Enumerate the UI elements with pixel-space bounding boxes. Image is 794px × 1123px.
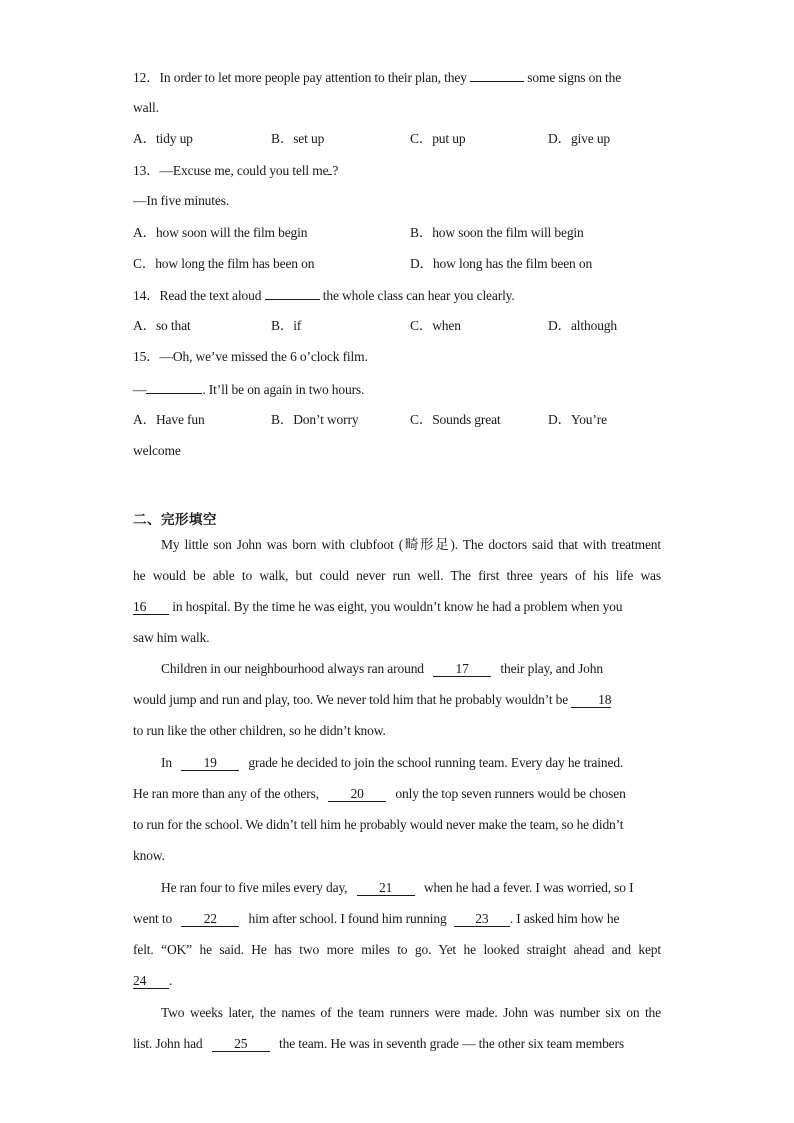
passage-line: felt. “OK” he said. He has two more miles to go. Yet he looked straight ahead and kept [133,942,661,957]
q13-option-a[interactable]: A．how soon will the film begin [133,225,308,240]
q12-stem-tail: some signs on the [527,70,622,85]
q12-option-b[interactable]: B．set up [271,131,325,146]
blank-23[interactable]: 23 [454,911,510,927]
passage-text: He ran four to five miles every day, [161,880,348,895]
q14-option-a[interactable]: A．so that [133,318,191,333]
q15-option-d-line2: welcome [133,443,181,458]
cloze-passage [133,0,661,1123]
passage-text: . I asked him how he [509,911,620,926]
passage-text: only the top seven runners would be chosen [395,786,626,801]
section-title: 二、完形填空 [133,512,217,528]
passage-line [133,879,661,897]
passage-line [133,754,661,772]
q15-option-a[interactable]: A．Have fun [133,412,205,427]
q12-option-c[interactable]: C．put up [410,131,466,146]
q12-stem-text: 12．In order to let more people pay attention to their plan, they [133,70,467,85]
q13-option-b[interactable]: B．how soon the film will begin [410,225,584,240]
passage-line: Two weeks later, the names of the team runners were made. John was number six on the [161,1005,661,1020]
blank-17[interactable]: 17 [433,661,491,677]
q15-option-c[interactable]: C．Sounds great [410,412,501,427]
passage-text: In [161,755,172,770]
q13-stem-text: 13．—Excuse me, could you tell me [133,163,329,178]
passage-text: in hospital. By the time he was eight, you wouldn’t know he had a problem when you [172,599,623,614]
q14-stem-text: 14．Read the text aloud [133,288,262,303]
passage-line [133,691,661,709]
passage-text: Children in our neighbourhood always ran around [161,661,424,676]
passage-text: went to [133,911,173,926]
q12-stem-line2: wall. [133,100,159,115]
passage-text: the team. He was in seventh grade — the other six team members [279,1036,624,1051]
q14-option-b[interactable]: B．if [271,318,302,333]
passage-line: to run for the school. We didn’t tell him he probably would never make the team, so he didn’t [133,817,624,832]
passage-text: He ran more than any of the others, [133,786,319,801]
blank-25[interactable]: 25 [212,1036,270,1052]
passage-text: . [169,973,173,988]
passage-line: he would be able to walk, but could never run well. The first three years of his life was [133,568,661,583]
q12-option-d[interactable]: D．give up [548,131,611,146]
passage-text: list. John had [133,1036,203,1051]
blank-24[interactable]: 24 [133,973,169,989]
passage-line: to run like the other children, so he didn’t know. [133,723,386,738]
blank-19[interactable]: 19 [181,755,239,771]
blank-20[interactable]: 20 [328,786,386,802]
passage-line [133,910,661,928]
q14-option-c[interactable]: C．when [410,318,461,333]
q15-stem: 15．—Oh, we’ve missed the 6 o’clock film. [133,349,368,364]
passage-line: My little son John was born with clubfoot (畸形足). The doctors said that with treatment [161,537,661,552]
passage-line: saw him walk. [133,630,210,645]
passage-text: their play, and John [500,661,603,676]
passage-line: know. [133,848,165,863]
passage-text: when he had a fever. I was worried, so I [423,880,634,895]
passage-text: him after school. I found him running [248,911,447,926]
q13-stem-end: ? [332,163,339,178]
q15-option-d[interactable]: D．You’re [548,412,607,427]
q14-stem-tail: the whole class can hear you clearly. [322,288,515,303]
q13-reply: —In five minutes. [133,193,230,208]
passage-line [133,1035,661,1053]
passage-text: would jump and run and play, too. We never told him that he probably wouldn’t be [133,692,569,707]
blank-21[interactable]: 21 [357,880,415,896]
blank-22[interactable]: 22 [181,911,239,927]
q15-reply-dash: — [133,382,147,397]
passage-line [133,598,661,616]
passage-line [133,660,661,678]
q13-option-c[interactable]: C．how long the film has been on [133,256,315,271]
passage-line [133,972,661,990]
blank-16[interactable]: 16 [133,599,169,615]
q12-option-a[interactable]: A．tidy up [133,131,193,146]
q13-option-d[interactable]: D．how long has the film been on [410,256,593,271]
passage-line [133,785,661,803]
q15-option-b[interactable]: B．Don’t worry [271,412,359,427]
blank-18[interactable]: 18 [571,692,611,708]
q15-reply-text: . It’ll be on again in two hours. [202,382,365,397]
passage-text: grade he decided to join the school running team. Every day he trained. [248,755,624,770]
q14-option-d[interactable]: D．although [548,318,617,333]
